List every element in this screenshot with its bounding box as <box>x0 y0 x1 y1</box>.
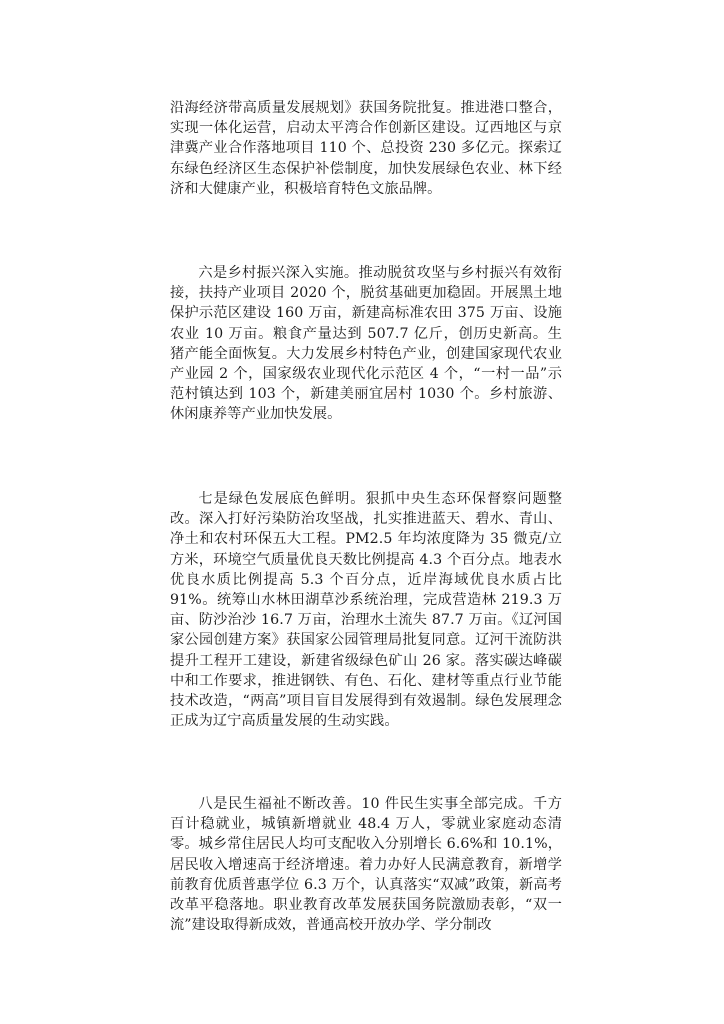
paragraph-green-development: 七是绿色发展底色鲜明。狠抓中央生态环保督察问题整改。深入打好污染防治攻坚战，扎实推进蓝天、碧水、青山、净土和农村环保五大工程。PM2.5 年均浓度降为 35 微克/立方米，环境空气质量优良天数比例提高 4.3 个百分点。地表水优良水质比例提高 5.3 个百分点，近岸海域优良水质占比 91%。统筹山水林田湖草沙系统治理，完成营造林 219.3 万亩、防沙治沙 16.7 万亩，治理水土流失 87.7 万亩。《辽河国家公园创建方案》获国家公园管理局批复同意。辽河干流防洪提升工程开工建设，新建省级绿色矿山 26 家。落实碳达峰碳中和工作要求，推进钢铁、有色、石化、建材等重点行业节能技术改造，“两高”项目盲目发展得到有效遏制。绿色发展理念正成为辽宁高质量发展的生动实践。 <box>170 491 562 730</box>
paragraph-livelihood: 八是民生福祉不断改善。10 件民生实事全部完成。千方百计稳就业，城镇新增就业 48.4 万人，零就业家庭动态清零。城乡常住居民人均可支配收入分别增长 6.6%和 10.1%，居民收入增速高于经济增速。着力办好人民满意教育，新增学前教育优质普惠学位 6.3 万个，认真落实“双减”政策，新高考改革平稳落地。职业教育改革发展获国务院激励表彰，“双一流”建设取得新成效，普通高校开放办学、学分制改 <box>170 796 562 934</box>
paragraph-rural-revitalization: 六是乡村振兴深入实施。推动脱贫攻坚与乡村振兴有效衔接，扶持产业项目 2020 个，脱贫基础更加稳固。开展黑土地保护示范区建设 160 万亩，新建高标准农田 375 万亩、设施农业 10 万亩。粮食产量达到 507.7 亿斤，创历史新高。生猪产能全面恢复。大力发展乡村特色产业，创建国家现代农业产业园 2 个，国家级农业现代化示范区 4 个，“一村一品”示范村镇达到 103 个，新建美丽宜居村 1030 个。乡村旅游、休闲康养等产业加快发展。 <box>170 265 562 423</box>
paragraph-coastal-economy: 沿海经济带高质量发展规划》获国务院批复。推进港口整合，实现一体化运营，启动太平湾合作创新区建设。辽西地区与京津冀产业合作落地项目 110 个、总投资 230 多亿元。探索辽东绿色经济区生态保护补偿制度，加快发展绿色农业、林下经济和大健康产业，积极培育特色文旅品牌。 <box>170 100 562 197</box>
